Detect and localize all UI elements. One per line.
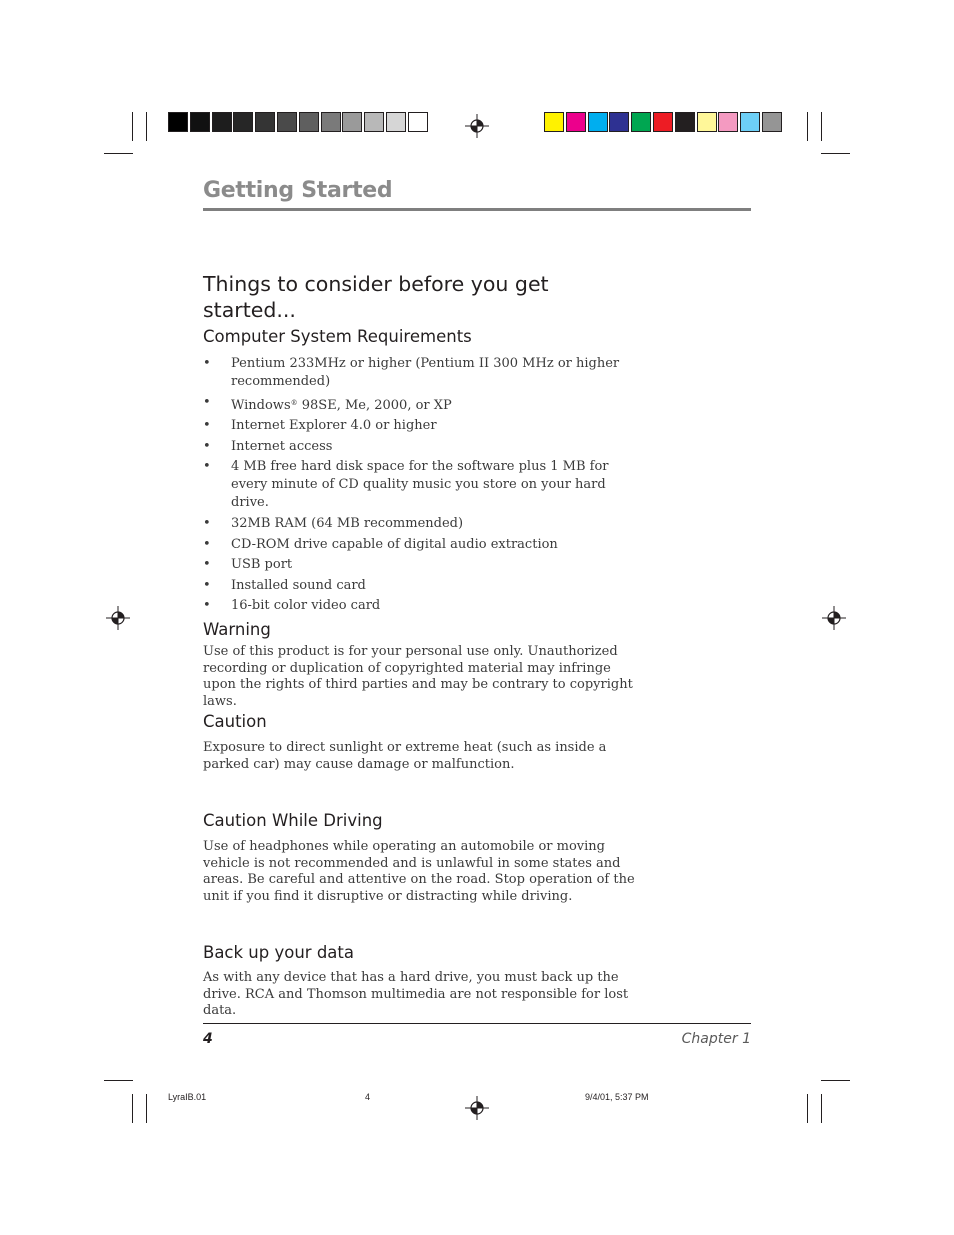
gray-swatch (364, 112, 384, 132)
bullet: • (203, 598, 211, 614)
warning-heading: Warning (203, 620, 271, 639)
list-item (203, 438, 643, 456)
crop-mark (807, 1094, 808, 1123)
list-item (203, 355, 643, 391)
chapter-label: Chapter 1 (681, 1031, 751, 1047)
crop-mark (132, 1094, 133, 1123)
registration-mark-icon (822, 606, 846, 630)
gray-swatch (321, 112, 341, 132)
list-item-text: Internet access (231, 438, 333, 454)
requirements-heading: Computer System Requirements (203, 327, 472, 346)
gray-swatch (168, 112, 188, 132)
warning-text: Use of this product is for your personal use only. Unauthorized recording or duplication of copyrighted material may infringe upon the rights of third parties and may be contrary to copyright laws. (203, 644, 633, 709)
gray-swatch (386, 112, 406, 132)
slug-date: 9/4/01, 5:37 PM (585, 1092, 649, 1102)
slug-page: 4 (365, 1092, 371, 1102)
registration-mark-icon (106, 606, 130, 630)
registered-mark: ® (290, 398, 298, 407)
caution-driving-text: Use of headphones while operating an automobile or moving vehicle is not recommended and is unlawful in some states and areas. Be careful and attentive on the road. Stop operation of the unit if you find it disruptive or distracting while driving. (203, 839, 635, 904)
caution-text: Exposure to direct sunlight or extreme heat (such as inside a parked car) may cause damage or malfunction. (203, 740, 607, 772)
gray-swatch (255, 112, 275, 132)
list-item-text: 98SE, Me, 2000, or XP (297, 397, 452, 413)
gray-swatch (342, 112, 362, 132)
bullet: • (203, 394, 211, 410)
title-rule (203, 208, 751, 211)
color-swatch (697, 112, 717, 132)
crop-mark (821, 112, 822, 141)
color-swatch (718, 112, 738, 132)
crop-mark (821, 1080, 850, 1081)
list-item-text: CD-ROM drive capable of digital audio extraction (231, 536, 558, 552)
footer-rule (203, 1023, 751, 1024)
chapter-title: Getting Started (203, 178, 393, 203)
bullet: • (203, 557, 211, 573)
bullet: • (203, 536, 211, 552)
bullet: • (203, 418, 211, 434)
color-swatch (675, 112, 695, 132)
gray-swatch (190, 112, 210, 132)
bullet: • (203, 577, 211, 593)
list-item-text: 4 MB free hard disk space for the software plus 1 MB for every minute of CD quality music you store on your hard drive. (231, 459, 609, 511)
list-item (203, 597, 643, 615)
list-item-text: 32MB RAM (64 MB recommended) (231, 515, 464, 531)
crop-mark (104, 1080, 133, 1081)
list-item-text: USB port (231, 557, 293, 573)
gray-swatch (233, 112, 253, 132)
color-swatch (762, 112, 782, 132)
color-swatch (544, 112, 564, 132)
color-swatch (653, 112, 673, 132)
bullet: • (203, 356, 211, 371)
list-item (203, 577, 643, 595)
gray-swatch (212, 112, 232, 132)
registration-mark-icon (465, 1096, 489, 1120)
list-item-text: Pentium 233MHz or higher (Pentium II 300 MHz or higher recommended) (231, 356, 620, 389)
crop-mark (146, 112, 147, 141)
gray-swatch (299, 112, 319, 132)
slug-filename: LyraIB.01 (168, 1092, 207, 1102)
color-swatch (588, 112, 608, 132)
list-item (203, 458, 643, 512)
crop-mark (146, 1094, 147, 1123)
caution-driving-heading: Caution While Driving (203, 811, 383, 830)
list-item (203, 536, 643, 554)
page-title: Things to consider before you get started... (203, 272, 549, 322)
list-item-text: 16-bit color video card (231, 598, 381, 614)
list-item (203, 417, 643, 435)
backup-heading: Back up your data (203, 943, 354, 962)
crop-mark (104, 153, 133, 154)
requirements-list (203, 355, 643, 618)
list-item (203, 556, 643, 574)
bullet: • (203, 515, 211, 531)
gray-swatch (277, 112, 297, 132)
crop-mark (821, 153, 850, 154)
color-swatch (609, 112, 629, 132)
backup-text: As with any device that has a hard drive, you must back up the drive. RCA and Thomson multimedia are not responsible for lost data. (203, 970, 629, 1019)
gray-swatch (408, 112, 428, 132)
registration-mark-icon (465, 114, 489, 138)
list-item-text: Installed sound card (231, 577, 366, 593)
list-item-text: Internet Explorer 4.0 or higher (231, 418, 437, 434)
list-item-text: Windows (231, 397, 291, 413)
crop-mark (821, 1094, 822, 1123)
color-swatch (631, 112, 651, 132)
page-number: 4 (203, 1031, 213, 1047)
bullet: • (203, 438, 211, 454)
bullet: • (203, 459, 211, 475)
crop-mark (132, 112, 133, 141)
caution-heading: Caution (203, 712, 267, 731)
color-swatch (740, 112, 760, 132)
color-swatch (566, 112, 586, 132)
list-item (203, 515, 643, 533)
crop-mark (807, 112, 808, 141)
list-item (203, 394, 643, 415)
